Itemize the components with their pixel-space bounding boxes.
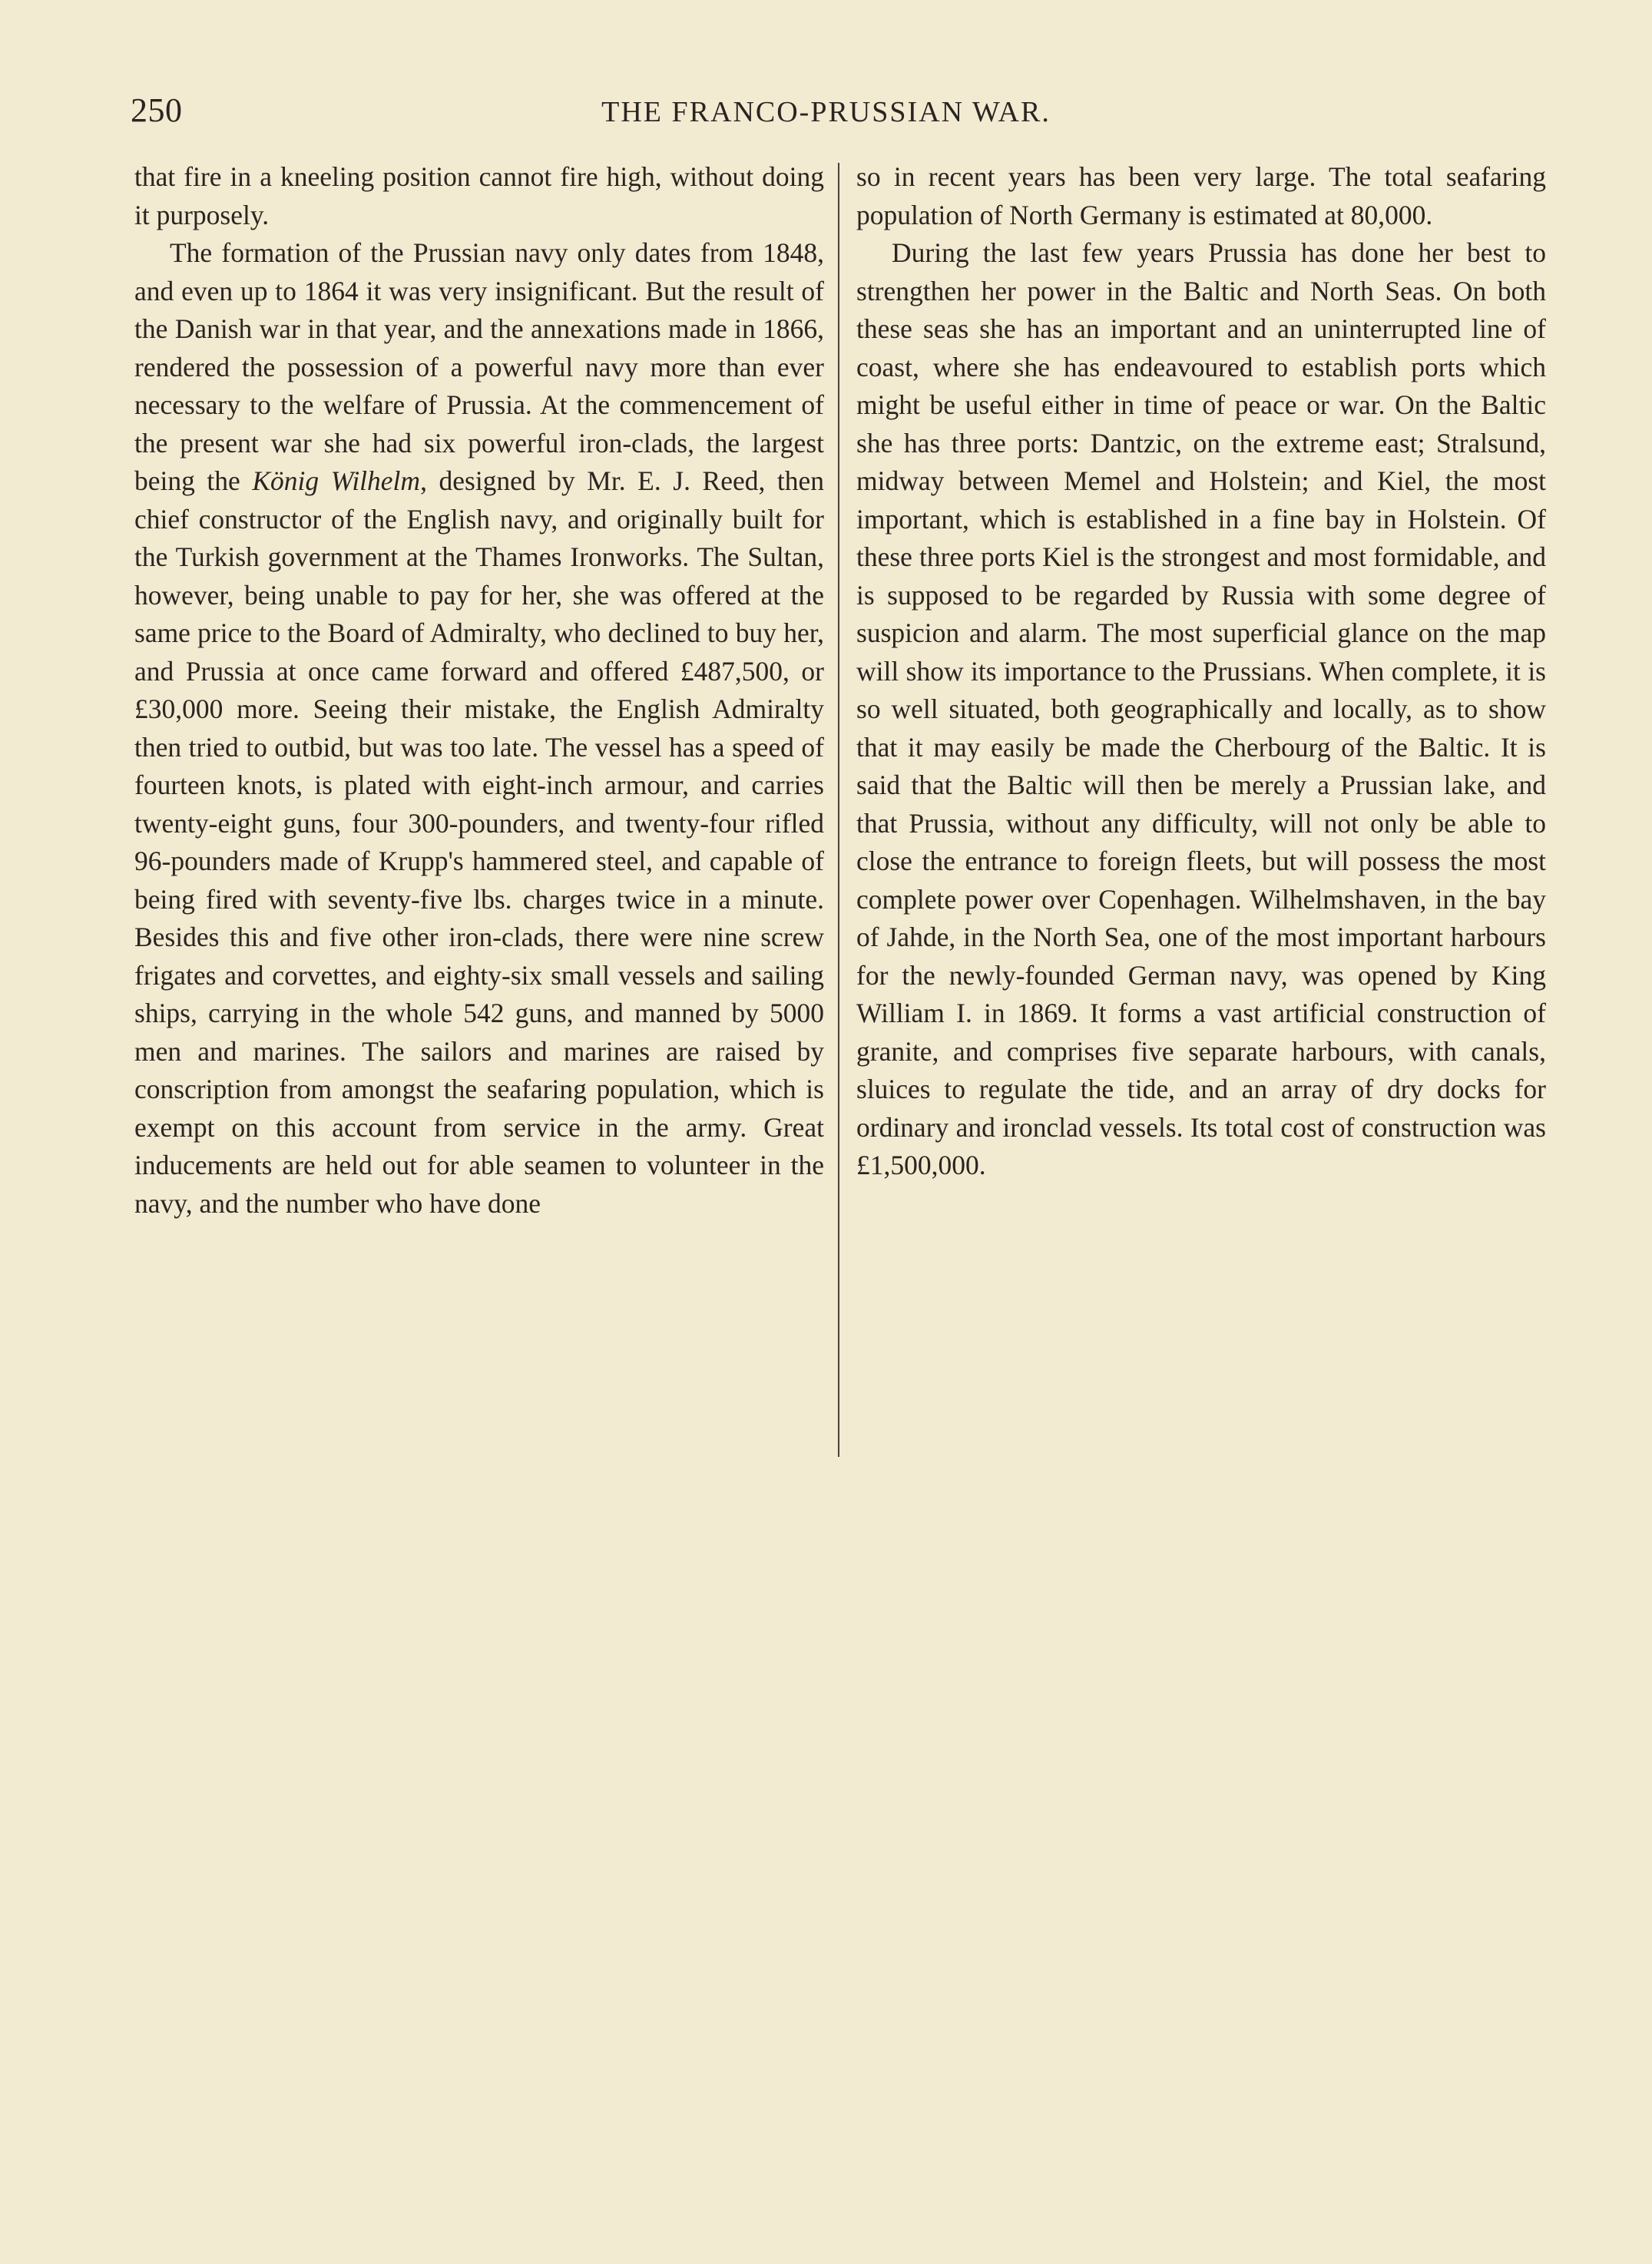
ship-name-italic: König Wilhelm — [252, 465, 421, 496]
paragraph-text: , designed by Mr. E. J. Reed, then chief constructor of the English navy, and originally built for the Turkish government at the Thames Ironworks. The Sultan, however, being unable to pay for her, she was offered at the same price to the Board of Admiralty, who declined to buy her, and Prussia at once came forward and offered £487,500, or £30,000 more. Seeing their mistake, the English Admiralty then tried to outbid, but was too late. The vessel has a speed of fourteen knots, is plated with eight-inch armour, and carries twenty-eight guns, four 300-pounders, and twenty-four rifled 96-pounders made of Krupp's hammered steel, and capable of being fired with seventy-five lbs. charges twice in a minute. Besides this and five other iron-clads, there were nine screw frigates and corvettes, and eighty-six small vessels and sailing ships, carrying in the whole 542 guns, and manned by 5000 men and marines. The sailors and marines are raised by conscription from amongst the seafaring population, which is exempt on this account from service in the army. Great inducements are held out for able seamen to volunteer in the navy, and the number who have done — [134, 465, 825, 1219]
paragraph-baltic-ports: During the last few years Prussia has done her best to strengthen her power in the Baltic and North Seas. On both these seas she has an important and an uninterrupted line of coast, where she has endeavoured to establish ports which might be useful either in time of peace or war. On the Baltic she has three ports: Dantzic, on the extreme east; Stralsund, midway between Memel and Holstein; and Kiel, the most important, which is established in a fine bay in Holstein. Of these three ports Kiel is the strongest and most formidable, and is supposed to be regarded by Russia with some degree of suspicion and alarm. The most superficial glance on the map will show its importance to the Prussians. When complete, it is so well situated, both geographically and locally, as to show that it may easily be made the Cherbourg of the Baltic. It is said that the Baltic will then be merely a Prussian lake, and that Prussia, without any difficulty, will not only be able to close the entrance to foreign fleets, but will possess the most complete power over Copenhagen. Wilhelmshaven, in the bay of Jahde, in the North Sea, one of the most important harbours for the newly-founded German navy, was opened by King William I. in 1869. It forms a vast artificial construction of granite, and comprises five separate harbours, with canals, sluices to regulate the tide, and an array of dry docks for ordinary and ironclad vessels. Its total cost of construction was £1,500,000. — [856, 237, 1546, 1180]
right-column — [856, 158, 1546, 1185]
paragraph-continuation: so in recent years has been very large. The total seafaring population of North Germany is estimated at 80,000. — [856, 161, 1546, 230]
page-number: 250 — [131, 91, 183, 129]
paragraph-continuation: that fire in a kneeling position cannot fire high, without doing it purposely. — [134, 161, 824, 230]
paragraph-text: The formation of the Prussian navy only dates from 1848, and even up to 1864 it was very insignificant. But the result of the Danish war in that year, and the annexations made in 1866, rendered the possession of a powerful navy more than ever necessary to the welfare of Prussia. At the commencement of the present war she had six powerful iron-clads, the largest being the — [134, 237, 824, 496]
column-divider — [838, 163, 839, 1457]
paragraph-prussian-navy — [134, 234, 824, 1223]
left-column — [134, 158, 824, 1223]
running-title: THE FRANCO-PRUSSIAN WAR. — [601, 96, 1051, 128]
